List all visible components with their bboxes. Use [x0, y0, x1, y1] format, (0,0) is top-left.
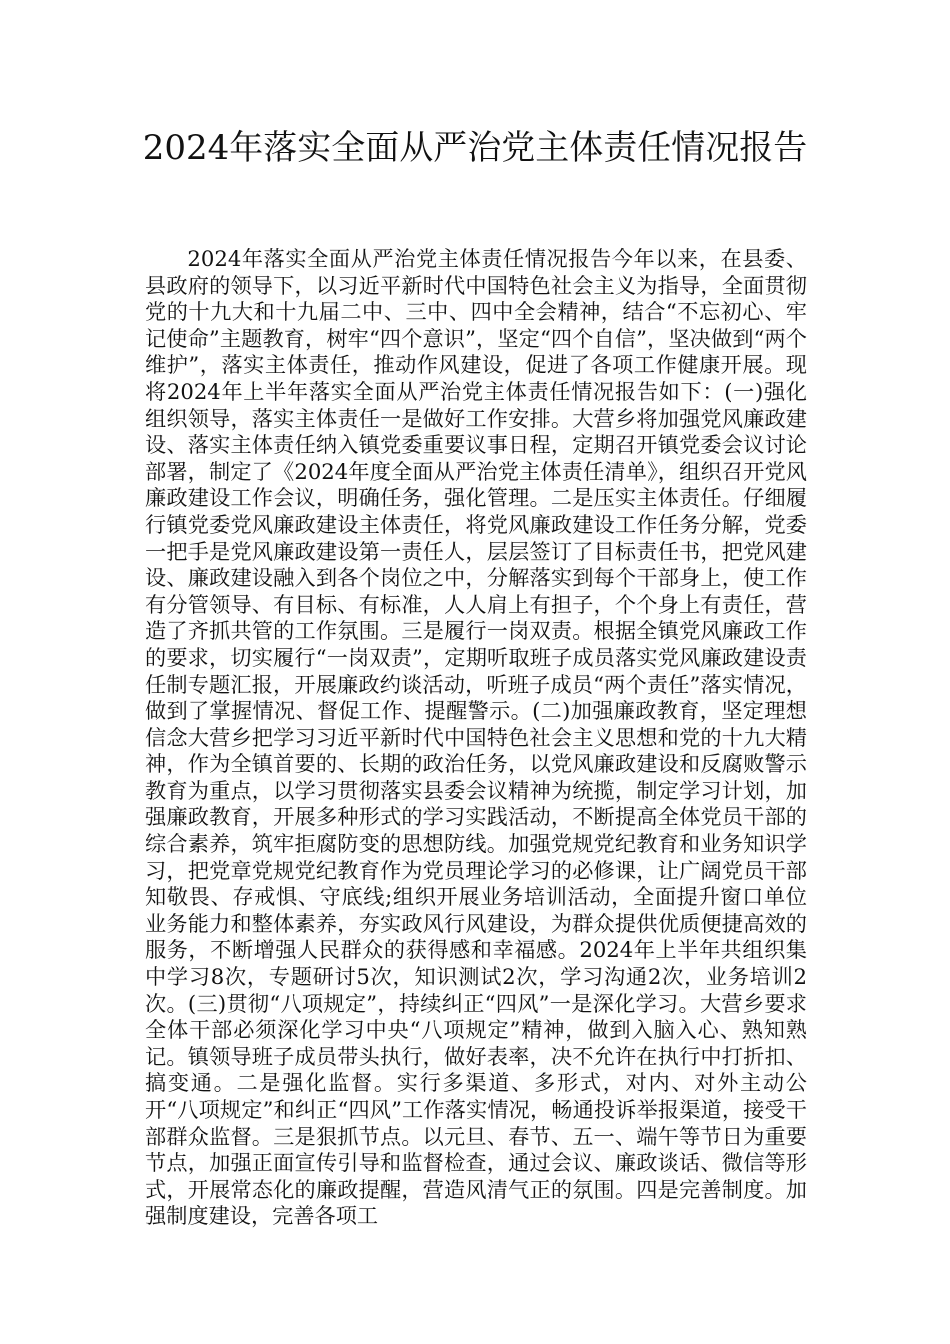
document-body-paragraph: 2024年落实全面从严治党主体责任情况报告今年以来，在县委、县政府的领导下，以习近平新时代中国特色社会主义为指导，全面贯彻党的十九大和十九届二中、三中、四中全会精神，结合“不忘初心、牢记使命”主题教育，树牢“四个意识”，坚定“四个自信”，坚决做到“两个维护”，落实主体责任，推动作风建设，促进了各项工作健康开展。现将2024年上半年落实全面从严治党主体责任情况报告如下：(一)强化组织领导，落实主体责任一是做好工作安排。大营乡将加强党风廉政建设、落实主体责任纳入镇党委重要议事日程，定期召开镇党委会议讨论部署，制定了《2024年度全面从严治党主体责任清单》，组织召开党风廉政建设工作会议，明确任务，强化管理。二是压实主体责任。仔细履行镇党委党风廉政建设主体责任，将党风廉政建设工作任务分解，党委一把手是党风廉政建设第一责任人，层层签订了目标责任书，把党风建设、廉政建设融入到各个岗位之中，分解落实到每个干部身上，使工作有分管领导、有目标、有标准，人人肩上有担子，个个身上有责任，营造了齐抓共管的工作氛围。三是履行一岗双责。根据全镇党风廉政工作的要求，切实履行“一岗双责”，定期听取班子成员落实党风廉政建设责任制专题汇报，开展廉政约谈活动，听班子成员“两个责任”落实情况，做到了掌握情况、督促工作、提醒警示。(二)加强廉政教育，坚定理想信念大营乡把学习习近平新时代中国特色社会主义思想和党的十九大精神，作为全镇首要的、长期的政治任务，以党风廉政建设和反腐败警示教育为重点，以学习贯彻落实县委会议精神为统揽，制定学习计划，加强廉政教育，开展多种形式的学习实践活动，不断提高全体党员干部的综合素养，筑牢拒腐防变的思想防线。加强党规党纪教育和业务知识学习，把党章党规党纪教育作为党员理论学习的必修课，让广阔党员干部知敬畏、存戒惧、守底线;组织开展业务培训活动，全面提升窗口单位业务能力和整体素养，夯实政风行风建设，为群众提供优质便捷高效的服务，不断增强人民群众的获得感和幸福感。2024年上半年共组织集中学习8次，专题研讨5次，知识测试2次，学习沟通2次，业务培训2次。(三)贯彻“八项规定”，持续纠正“四风”一是深化学习。大营乡要求全体干部必须深化学习中央“八项规定”精神，做到入脑入心、熟知熟记。镇领导班子成员带头执行，做好表率，决不允许在执行中打折扣、搞变通。二是强化监督。实行多渠道、多形式，对内、对外主动公开“八项规定”和纠正“四风”工作落实情况，畅通投诉举报渠道，接受干部群众监督。三是狠抓节点。以元旦、春节、五一、端午等节日为重要节点，加强正面宣传引导和监督检查，通过会议、廉政谈话、微信等形式，开展常态化的廉政提醒，营造风清气正的氛围。四是完善制度。加强制度建设，完善各项工	[145, 246, 807, 1229]
document-title: 2024年落实全面从严治党主体责任情况报告	[142, 128, 808, 168]
